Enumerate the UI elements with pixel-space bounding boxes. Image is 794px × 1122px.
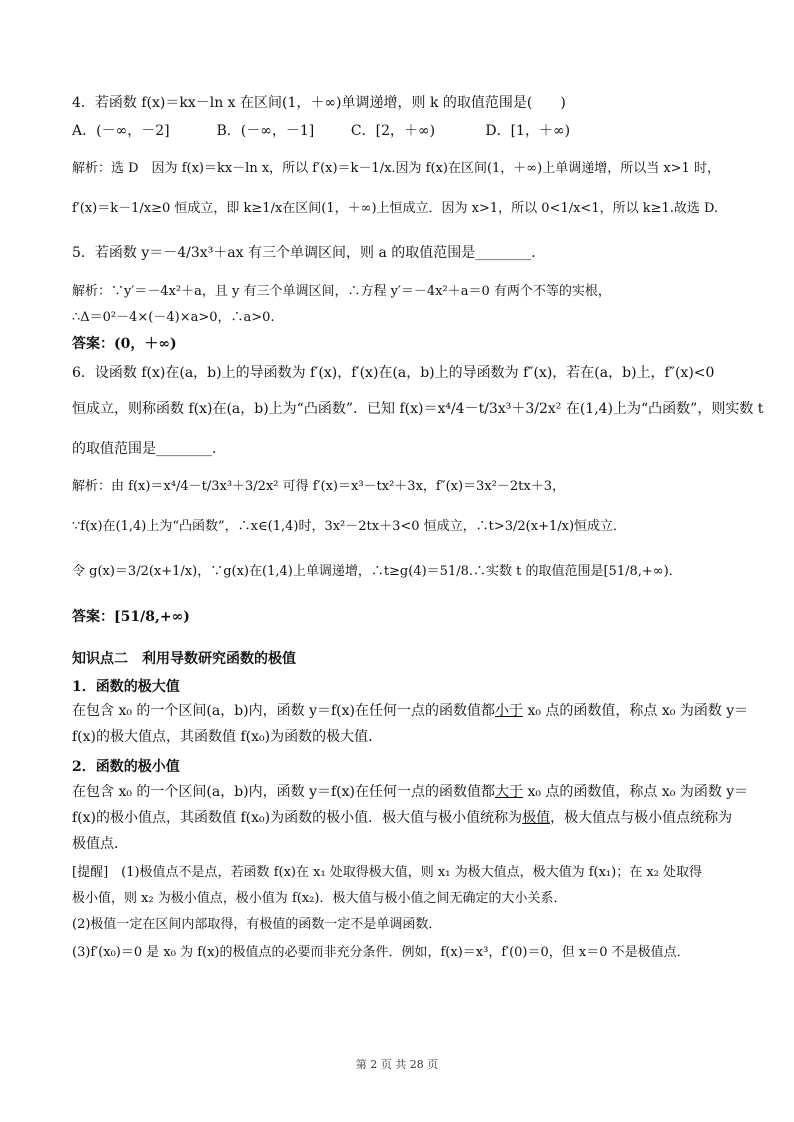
q4-option-c: C．[2，＋∞) — [350, 123, 436, 139]
extremum-keyword: 极值 — [522, 810, 551, 826]
q6-solution-line1: 解析：由 f(x)＝x⁴/4－t/3x³＋3/2x² 可得 f′(x)＝x³－tx²＋3x，f″(x)＝3x²－2tx＋3， — [72, 479, 565, 494]
minimum-def-text-c: f(x)的极小值点，其函数值 f(x₀)为函数的极小值．极大值与极小值统称为 — [72, 810, 523, 826]
q4-option-a: A．(－∞，－2] — [72, 123, 170, 139]
q6-stem-line1: 6．设函数 f(x)在(a，b)上的导函数为 f′(x)，f′(x)在(a，b)上的导函数为 f″(x)，若在(a，b)上，f″(x)<0 — [72, 365, 715, 381]
q4-options — [72, 120, 732, 142]
q5-answer: 答案：(0，＋∞) — [72, 336, 177, 352]
q6-stem-line2: 恒成立，则称函数 f(x)在(a，b)上为“凸函数”．已知 f(x)＝x⁴/4－t/3x³＋3/2x² 在(1,4)上为“凸函数”，则实数 t — [72, 401, 764, 417]
q6-stem-line3: 的取值范围是________． — [72, 441, 226, 457]
q4-stem: 4．若函数 f(x)＝kx－ln x 在区间(1，＋∞)单调递增，则 k 的取值范围是( ) — [72, 95, 566, 111]
q4-solution-line2: f′(x)＝k－1/x≥0 恒成立，即 k≥1/x在区间(1，＋∞)上恒成立．因为 x>1，所以 0<1/x<1，所以 k≥1.故选 D. — [72, 201, 719, 216]
q5-stem: 5．若函数 y＝－4/3x³＋ax 有三个单调区间，则 a 的取值范围是________． — [72, 245, 546, 261]
q4-solution-line1: 解析：选 D 因为 f(x)＝kx－ln x，所以 f′(x)＝k－1/x.因为 f(x)在区间(1，＋∞)上单调递增，所以当 x>1 时， — [72, 161, 720, 176]
tip-line1: [提醒] (1)极值点不是点，若函数 f(x)在 x₁ 处取得极大值，则 x₁ 为极大值点，极大值为 f(x₁)；在 x₂ 处取得 — [72, 865, 703, 880]
minimum-def-line1 — [72, 781, 749, 803]
minimum-def-text-d: ，极大值点与极小值点统称为 — [550, 810, 733, 826]
maximum-def-text-b: x₀ 点的函数值，称点 x₀ 为函数 y＝ — [523, 703, 749, 719]
section-title: 知识点二 利用导数研究函数的极值 — [72, 651, 296, 667]
q6-solution-line3: 令 g(x)＝3/2(x+1/x)，∵g(x)在(1,4)上单调递增，∴t≥g(4)＝51/8.∴实数 t 的取值范围是[51/8,+∞)． — [72, 564, 682, 579]
minimum-def-line3: 极值点． — [72, 836, 128, 852]
maximum-def-line2: f(x)的极大值点，其函数值 f(x₀)为函数的极大值． — [72, 729, 383, 745]
tip-line3: (2)极值一定在区间内部取得，有极值的函数一定不是单调函数． — [72, 917, 442, 932]
tip-line2: 极小值，则 x₂ 为极小值点，极小值为 f(x₂)．极大值与极小值之间无确定的大小关系． — [72, 891, 567, 906]
minimum-def-text-b: x₀ 点的函数值，称点 x₀ 为函数 y＝ — [523, 784, 749, 800]
q5-solution-line2: ∴Δ＝0²－4×(－4)×a>0，∴a>0. — [72, 310, 275, 325]
q4-option-b: B．(－∞，－1] — [216, 123, 315, 139]
q5-solution-line1: 解析：∵y′＝－4x²＋a，且 y 有三个单调区间，∴方程 y′＝－4x²＋a＝0 有两个不等的实根， — [72, 284, 611, 299]
maximum-def-line1 — [72, 700, 749, 722]
maximum-keyword-less-than: 小于 — [495, 703, 523, 719]
tip-line4: (3)f′(x₀)＝0 是 x₀ 为 f(x)的极值点的必要而非充分条件．例如，f(x)＝x³，f′(0)＝0，但 x＝0 不是极值点． — [72, 945, 690, 960]
minimum-def-line2 — [72, 807, 732, 829]
minimum-keyword-greater-than: 大于 — [495, 784, 523, 800]
subsection-minimum: 2．函数的极小值 — [72, 759, 180, 775]
q4-option-d: D．[1，＋∞) — [485, 123, 571, 139]
q6-answer: 答案：[51/8,+∞) — [72, 609, 190, 625]
maximum-def-text-a: 在包含 x₀ 的一个区间(a，b)内，函数 y＝f(x)在任何一点的函数值都 — [72, 703, 495, 719]
subsection-maximum: 1．函数的极大值 — [72, 679, 180, 695]
page-number: 第 2 页 共 28 页 — [355, 1058, 439, 1071]
minimum-def-text-a: 在包含 x₀ 的一个区间(a，b)内，函数 y＝f(x)在任何一点的函数值都 — [72, 784, 495, 800]
q6-solution-line2: ∵f(x)在(1,4)上为“凸函数”，∴x∈(1,4)时，3x²－2tx＋3<0 恒成立，∴t>3/2(x+1/x)恒成立． — [72, 519, 627, 534]
